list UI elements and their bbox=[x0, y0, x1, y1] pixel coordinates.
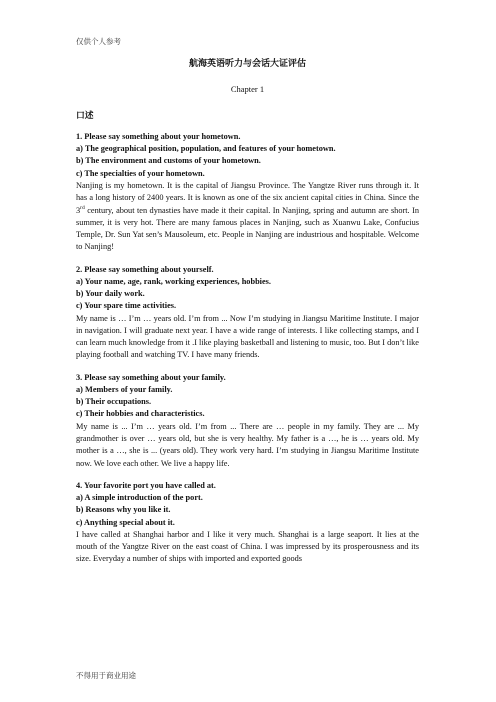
question-sub-a: a) The geographical position, population, and features of your hometown. bbox=[76, 144, 336, 154]
ordinal-suffix: rd bbox=[80, 204, 85, 211]
question-sub-b: b) Your daily work. bbox=[76, 289, 145, 299]
question-title: 4. Your favorite port you have called at. bbox=[76, 480, 216, 490]
header-note: 仅供个人参考 bbox=[76, 37, 121, 46]
section-heading: 口述 bbox=[76, 110, 94, 121]
question-block-2 bbox=[76, 264, 419, 362]
document-title: 航海英语听力与会话大证评估 bbox=[188, 59, 306, 69]
answer-text: My name is ... I’m … years old. I’m from ... There are … people in my family. They are ... My grandmother is over … years old, but she is very healthy. My father is a …, he is … years old. My mother is a …, she is ... (years old). They work very hard. I’m studying in Jiangsu Maritime Institute now. We love each other. We live a happy life. bbox=[76, 421, 419, 468]
answer-text: My name is … I’m … years old. I’m from ... Now I’m studying in Jiangsu Maritime Institute. I major in navigation. I will graduate next year. I have a wide range of interests. I like collecting stamps, and I can learn much knowledge from it .I like playing basketball and listening to music, too. But I don’t like playing football and watching TV. I have many friends. bbox=[76, 313, 419, 360]
question-sub-a: a) Members of your family. bbox=[76, 384, 173, 394]
question-title: 1. Please say something about your hometown. bbox=[76, 131, 241, 141]
question-sub-c: c) Anything special about it. bbox=[76, 517, 175, 527]
question-block-3 bbox=[76, 372, 419, 470]
question-sub-c: c) Their hobbies and characteristics. bbox=[76, 409, 205, 419]
question-title: 3. Please say something about your family. bbox=[76, 372, 226, 382]
question-sub-b: b) Reasons why you like it. bbox=[76, 505, 171, 515]
question-sub-a: a) A simple introduction of the port. bbox=[76, 493, 203, 503]
question-block-4 bbox=[76, 480, 419, 566]
document-body bbox=[76, 58, 419, 576]
answer-text bbox=[76, 180, 419, 254]
footer-note: 不得用于商业用途 bbox=[76, 671, 136, 680]
chapter-heading: Chapter 1 bbox=[230, 84, 265, 95]
answer-text-part2: century, about ten dynasties have made it their capital. In Nanjing, spring and autumn are short. In summer, it is very hot. There are many famous places in Nanjing, such as Xuanwu Lake, Confucius Temple, Dr. Sun Yat sen’s Mausoleum, etc. People in Nanjing are industrious and hospitable. Welcome to Nanjing! bbox=[76, 205, 419, 252]
question-sub-c: c) The specialties of your hometown. bbox=[76, 168, 205, 178]
answer-text-part1: Nanjing is my hometown. It is the capital of Jiangsu Province. The Yangtze River runs through it. It has a long history of 2400 years. It is known as one of the six ancient capital cities in China. Since the 3 bbox=[76, 180, 419, 215]
question-sub-a: a) Your name, age, rank, working experiences, hobbies. bbox=[76, 276, 271, 286]
question-sub-c: c) Your spare time activities. bbox=[76, 301, 177, 311]
question-sub-b: b) Their occupations. bbox=[76, 397, 152, 407]
question-block-1 bbox=[76, 131, 419, 254]
question-sub-b: b) The environment and customs of your hometown. bbox=[76, 156, 261, 166]
question-title: 2. Please say something about yourself. bbox=[76, 264, 214, 274]
answer-text: I have called at Shanghai harbor and I like it very much. Shanghai is a large seaport. It lies at the mouth of the Yangtze River on the east coast of China. I was impressed by its prosperousness and its size. Everyday a number of ships with imported and exported goods bbox=[76, 529, 419, 564]
